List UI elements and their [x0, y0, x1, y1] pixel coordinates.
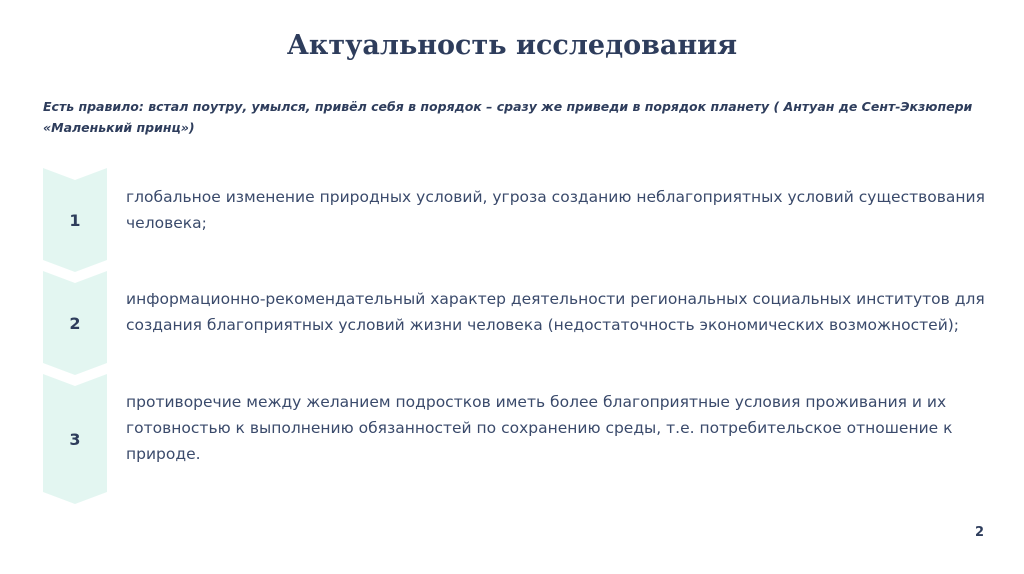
item-number-3: 3	[69, 430, 81, 449]
item-text-1: глобальное изменение природных условий, угроза созданию неблагоприятных условий существования человека;	[126, 188, 985, 232]
item-number-1: 1	[69, 211, 81, 230]
page-number: 2	[974, 525, 984, 540]
epigraph-quote: Есть правило: встал поутру, умылся, привёл себя в порядок – сразу же приведи в порядок планету ( Антуан де Сент-Экзюпери «Маленький принц»)	[43, 99, 973, 135]
slide-title: Актуальность исследования	[286, 30, 738, 61]
item-number-2: 2	[69, 314, 81, 333]
item-text-3: противоречие между желанием подростков иметь более благоприятные условия проживания и их готовностью к выполнению обязанностей по сохранению среды, т.е. потребительское отношение к природе.	[126, 393, 953, 463]
item-text-2: информационно-рекомендательный характер деятельности региональных социальных институтов для создания благоприятных условий жизни человека (недостаточность экономических возможностей);	[126, 290, 985, 334]
